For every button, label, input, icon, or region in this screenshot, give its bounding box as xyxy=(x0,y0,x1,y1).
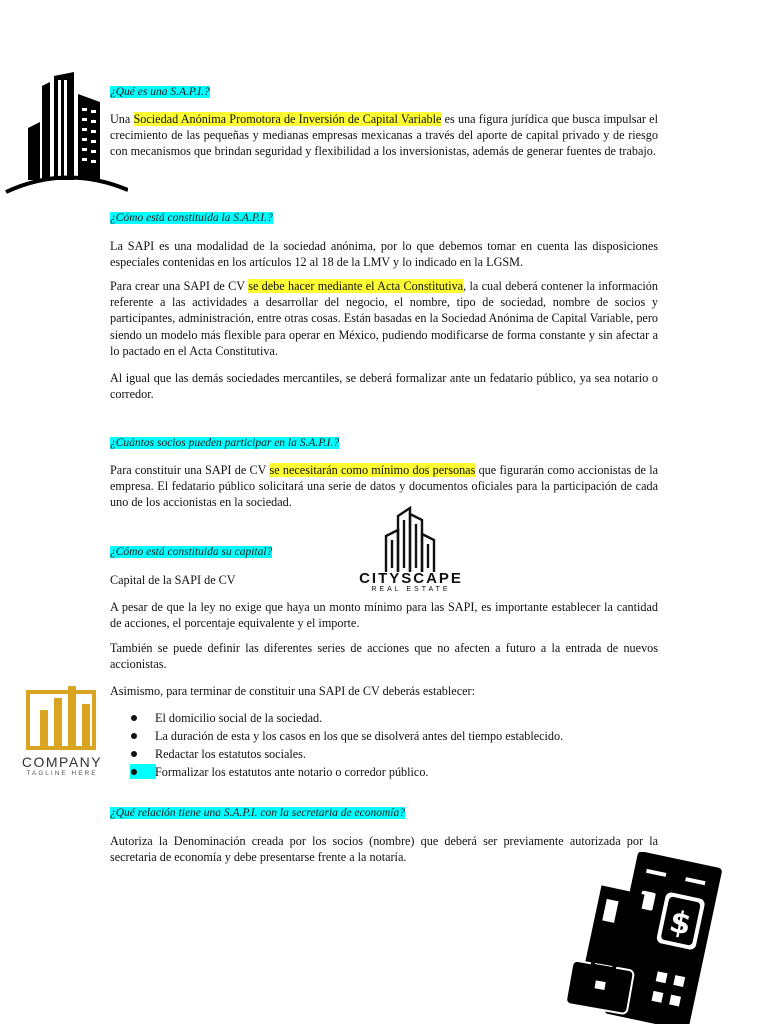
money-building-icon xyxy=(564,852,728,1024)
list-item: Formalizar los estatutos ante notario o corredor público. xyxy=(110,763,658,781)
paragraph-monto-minimo: A pesar de que la ley no exige que haya un monto mínimo para las SAPI, es importante establecer la cantidad de acciones, el porcentaje equivalente y el importe. xyxy=(110,600,658,631)
paragraph-series-acciones: También se puede definir las diferentes series de acciones que no afecten a futuro a la entrada de nuevos accionistas. xyxy=(110,641,658,672)
gold-building-icon xyxy=(6,684,118,752)
list-item: El domicilio social de la sociedad. xyxy=(110,709,658,727)
section-heading-constitucion: ¿Cómo está constituida la S.A.P.I.? xyxy=(110,212,273,224)
cityscape-title: CITYSCAPE xyxy=(359,570,463,587)
highlight-acta: se debe hacer mediante el Acta Constitutiva xyxy=(248,279,464,293)
paragraph-acta-constitutiva: Para crear una SAPI de CV se debe hacer mediante el Acta Constitutiva, la cual deberá contener la información referente a las actividades a desarrollar del negocio, el nombre, tipo de sociedad, nombre de socios y participantes, administración, entre otras cosas. Están basadas en la Sociedad Anónima de Capital Variable, pero siendo un modelo más flexible para operar en México, pudiendo modificarse de forma constante y sin afectar a lo pactado en el Acta Constitutiva. xyxy=(110,279,658,358)
bullet-list-requisitos xyxy=(110,709,658,781)
subheading-capital-sapi: Capital de la SAPI de CV xyxy=(110,573,236,587)
company-logo xyxy=(6,684,118,780)
list-item: La duración de esta y los casos en los que se disolverá antes del tiempo establecido. xyxy=(110,727,658,745)
paragraph-denominacion: Autoriza la Denominación creada por los socios (nombre) que deberá ser previamente autorizada por la secretaria de economía y debe presentarse frente a la notaría. xyxy=(110,834,658,865)
svg-text:$: $ xyxy=(666,904,695,943)
cityscape-logo xyxy=(352,506,470,596)
section-heading-secretaria: ¿Qué relación tiene una S.A.P.I. con la secretaria de economía? xyxy=(110,807,405,819)
paragraph-modalidad: La SAPI es una modalidad de la sociedad anónima, por lo que debemos tomar en cuenta las disposiciones especiales contenidas en los artículos 12 al 18 de la LMV y lo indicado en la LGSM. xyxy=(110,239,658,270)
section-heading-que-es: ¿Qué es una S.A.P.I.? xyxy=(110,86,210,98)
city-buildings-icon xyxy=(352,506,470,572)
paragraph-socios: Para constituir una SAPI de CV se necesitarán como mínimo dos personas que figurarán como accionistas de la empresa. El fedatario público solicitará una serie de datos y documentos oficiales para la participación de cada uno de los accionistas en la sociedad. xyxy=(110,463,658,510)
company-title: COMPANY xyxy=(21,754,103,770)
paragraph-asimismo: Asimismo, para terminar de constituir una SAPI de CV deberás establecer: xyxy=(110,684,475,698)
section-heading-socios: ¿Cuántos socios pueden participar en la S.A.P.I.? xyxy=(110,437,340,449)
paragraph-definition: Una Sociedad Anónima Promotora de Inversión de Capital Variable es una figura jurídica que busca impulsar el crecimiento de las pequeñas y medianas empresas mexicanas a través del aporte de capital privado y de riesgo con mecanismos que brindan seguridad y flexibilidad a los inversionistas, además de generar fuentes de trabajo. xyxy=(110,112,658,159)
highlight-dos-personas: se necesitarán como mínimo dos personas xyxy=(269,463,476,477)
section-heading-capital: ¿Cómo está constituida su capital? xyxy=(110,546,273,558)
cityscape-subtitle: REAL ESTATE xyxy=(371,586,451,593)
highlight-sapi-name: Sociedad Anónima Promotora de Inversión de Capital Variable xyxy=(133,112,442,126)
paragraph-fedatario: Al igual que las demás sociedades mercantiles, se deberá formalizar ante un fedatario público, ya sea notario o corredor. xyxy=(110,371,658,402)
list-item: Redactar los estatutos sociales. xyxy=(110,745,658,763)
company-tagline: TAGLINE HERE xyxy=(26,770,98,777)
